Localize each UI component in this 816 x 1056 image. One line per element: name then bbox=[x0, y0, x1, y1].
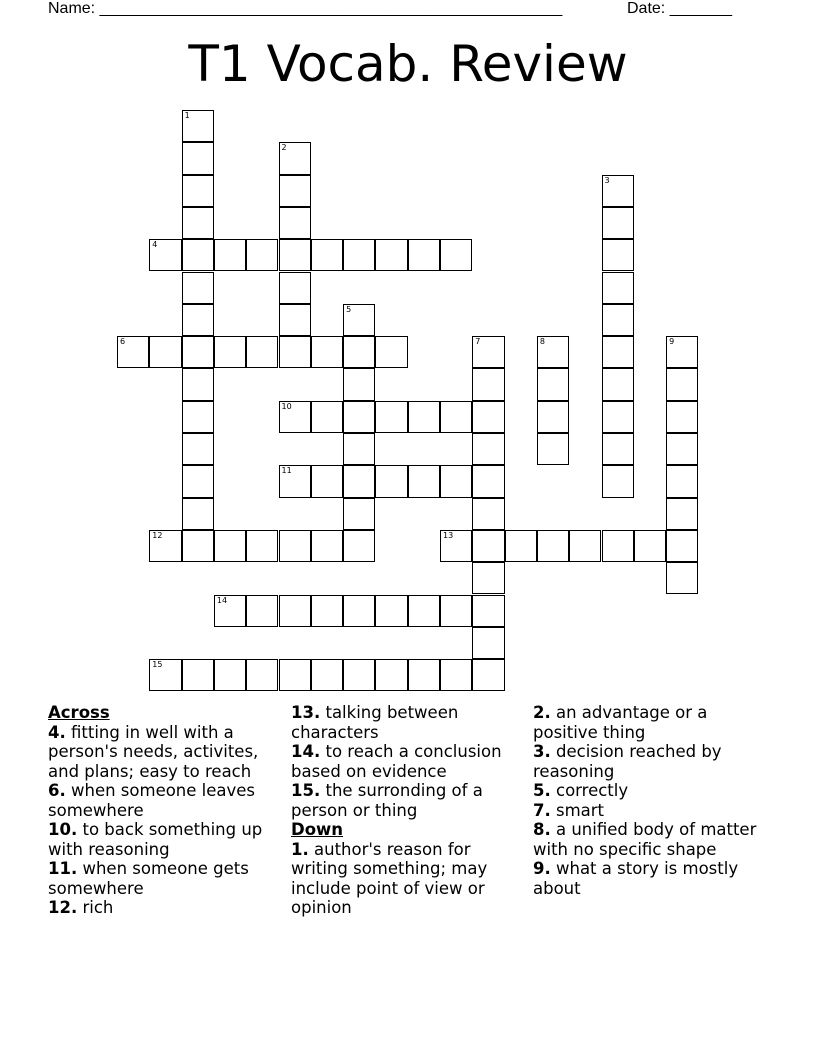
grid-cell[interactable] bbox=[440, 401, 472, 433]
grid-cell[interactable] bbox=[343, 659, 375, 691]
clue-number: 6 bbox=[120, 337, 126, 347]
grid-cell[interactable] bbox=[182, 207, 214, 239]
grid-cell[interactable] bbox=[408, 659, 440, 691]
grid-cell[interactable] bbox=[569, 530, 601, 562]
grid-cell[interactable] bbox=[343, 368, 375, 400]
grid-cell[interactable] bbox=[472, 627, 504, 659]
grid-cell[interactable] bbox=[472, 659, 504, 691]
across-clue: 4. fitting in well with a person's needs, activites, and plans; easy to reach bbox=[48, 722, 259, 781]
grid-cell[interactable] bbox=[602, 175, 634, 207]
grid-cell[interactable] bbox=[472, 401, 504, 433]
across-clue: 13. talking between characters bbox=[291, 703, 459, 742]
grid-cell[interactable] bbox=[343, 401, 375, 433]
clue-number-label: 12. bbox=[48, 898, 78, 917]
grid-cell[interactable] bbox=[602, 304, 634, 336]
clue-number: 8 bbox=[539, 337, 545, 347]
across-heading: Across bbox=[48, 703, 110, 722]
grid-cell[interactable] bbox=[182, 498, 214, 530]
across-clue: 6. when someone leaves somewhere bbox=[48, 781, 256, 820]
grid-cell[interactable] bbox=[279, 465, 311, 497]
grid-cell[interactable] bbox=[440, 239, 472, 271]
grid-cell[interactable] bbox=[408, 595, 440, 627]
down-clue-list bbox=[291, 840, 523, 918]
grid-cell[interactable] bbox=[472, 530, 504, 562]
across-clue: 11. when someone gets somewhere bbox=[48, 859, 249, 898]
grid-cell[interactable] bbox=[408, 401, 440, 433]
clue-number-label: 11. bbox=[48, 859, 78, 878]
grid-cell[interactable] bbox=[214, 239, 246, 271]
grid-cell[interactable] bbox=[182, 433, 214, 465]
down-clue: 3. decision reached by reasoning bbox=[533, 742, 722, 781]
grid-cell[interactable] bbox=[343, 498, 375, 530]
clue-number: 14 bbox=[216, 595, 228, 605]
grid-cell[interactable] bbox=[505, 530, 537, 562]
grid-cell[interactable] bbox=[602, 336, 634, 368]
clue-number-label: 3. bbox=[533, 742, 551, 761]
grid-cell[interactable] bbox=[472, 465, 504, 497]
grid-cell[interactable] bbox=[408, 239, 440, 271]
grid-cell[interactable] bbox=[311, 659, 343, 691]
grid-cell[interactable] bbox=[279, 336, 311, 368]
grid-cell[interactable] bbox=[182, 401, 214, 433]
grid-cell[interactable] bbox=[537, 368, 569, 400]
across-clue: 12. rich bbox=[48, 898, 114, 917]
clues-column-2 bbox=[291, 703, 523, 918]
grid-cell[interactable] bbox=[440, 530, 472, 562]
grid-cell[interactable] bbox=[440, 595, 472, 627]
clue-number: 5 bbox=[346, 304, 352, 314]
grid-cell[interactable] bbox=[279, 304, 311, 336]
grid-cell[interactable] bbox=[182, 175, 214, 207]
grid-cell[interactable] bbox=[634, 530, 666, 562]
grid-cell[interactable] bbox=[279, 207, 311, 239]
grid-cell[interactable] bbox=[311, 595, 343, 627]
grid-cell[interactable] bbox=[537, 530, 569, 562]
page-title: T1 Vocab. Review bbox=[188, 35, 628, 93]
across-clue: 10. to back something up with reasoning bbox=[48, 820, 263, 859]
grid-cell[interactable] bbox=[214, 659, 246, 691]
grid-cell[interactable] bbox=[602, 368, 634, 400]
grid-cell[interactable] bbox=[343, 465, 375, 497]
grid-cell[interactable] bbox=[537, 401, 569, 433]
grid-cell[interactable] bbox=[472, 433, 504, 465]
clue-number-label: 10. bbox=[48, 820, 78, 839]
down-clue: 8. a unified body of matter with no specific shape bbox=[533, 820, 757, 859]
clues-column-3 bbox=[533, 703, 765, 898]
grid-cell[interactable] bbox=[279, 239, 311, 271]
grid-cell[interactable] bbox=[375, 239, 407, 271]
grid-cell[interactable] bbox=[279, 142, 311, 174]
grid-cell[interactable] bbox=[666, 401, 698, 433]
clue-number: 4 bbox=[152, 240, 158, 250]
across-clue-list bbox=[48, 723, 280, 918]
grid-cell[interactable] bbox=[375, 595, 407, 627]
grid-cell[interactable] bbox=[343, 336, 375, 368]
clue-number-label: 7. bbox=[533, 800, 551, 820]
clue-number-label: 9. bbox=[533, 859, 551, 878]
grid-cell[interactable] bbox=[375, 465, 407, 497]
grid-cell[interactable] bbox=[149, 239, 181, 271]
down-clue-list-continued bbox=[533, 703, 765, 898]
grid-cell[interactable] bbox=[279, 272, 311, 304]
grid-cell[interactable] bbox=[182, 110, 214, 142]
grid-cell[interactable] bbox=[279, 401, 311, 433]
grid-cell[interactable] bbox=[537, 336, 569, 368]
clue-number: 2 bbox=[281, 143, 287, 153]
grid-cell[interactable] bbox=[602, 272, 634, 304]
grid-cell[interactable] bbox=[279, 595, 311, 627]
clue-number-label: 8. bbox=[533, 820, 551, 839]
clue-number: 9 bbox=[669, 337, 675, 347]
grid-cell[interactable] bbox=[182, 336, 214, 368]
clue-number: 11 bbox=[281, 466, 292, 476]
grid-cell[interactable] bbox=[602, 239, 634, 271]
grid-cell[interactable] bbox=[343, 304, 375, 336]
grid-cell[interactable] bbox=[182, 368, 214, 400]
grid-cell[interactable] bbox=[408, 465, 440, 497]
clue-number: 1 bbox=[184, 111, 190, 120]
grid-cell[interactable] bbox=[666, 433, 698, 465]
clue-number-label: 14. bbox=[291, 742, 321, 761]
clue-number: 13 bbox=[443, 530, 454, 540]
grid-cell[interactable] bbox=[182, 304, 214, 336]
grid-cell[interactable] bbox=[246, 336, 278, 368]
down-clue: 7. smart bbox=[533, 800, 605, 820]
grid-cell[interactable] bbox=[602, 401, 634, 433]
grid-cell[interactable] bbox=[472, 368, 504, 400]
grid-cell[interactable] bbox=[440, 659, 472, 691]
clue-number: 15 bbox=[152, 660, 163, 670]
clue-number: 12 bbox=[152, 530, 163, 540]
grid-cell[interactable] bbox=[602, 530, 634, 562]
date-field[interactable]: Date: _______ bbox=[627, 0, 732, 17]
grid-cell[interactable] bbox=[246, 530, 278, 562]
grid-cell[interactable] bbox=[214, 336, 246, 368]
grid-cell[interactable] bbox=[182, 465, 214, 497]
down-clue: 2. an advantage or a positive thing bbox=[533, 703, 708, 742]
clues-column-1 bbox=[48, 703, 280, 918]
grid-cell[interactable] bbox=[246, 239, 278, 271]
grid-cell[interactable] bbox=[472, 336, 504, 368]
clue-number-label: 4. bbox=[48, 722, 66, 742]
grid-cell[interactable] bbox=[666, 562, 698, 594]
clue-number-label: 13. bbox=[291, 703, 321, 722]
grid-cell[interactable] bbox=[472, 498, 504, 530]
clue-number-label: 2. bbox=[533, 703, 551, 722]
clue-number: 10 bbox=[281, 401, 292, 411]
grid-cell[interactable] bbox=[666, 465, 698, 497]
grid-cell[interactable] bbox=[602, 465, 634, 497]
grid-cell[interactable] bbox=[182, 142, 214, 174]
grid-cell[interactable] bbox=[602, 433, 634, 465]
grid-cell[interactable] bbox=[246, 595, 278, 627]
grid-cell[interactable] bbox=[311, 336, 343, 368]
grid-cell[interactable] bbox=[311, 465, 343, 497]
grid-cell[interactable] bbox=[214, 530, 246, 562]
grid-cell[interactable] bbox=[343, 595, 375, 627]
grid-cell[interactable] bbox=[472, 562, 504, 594]
name-field[interactable]: Name: ____________________________________________________ bbox=[48, 0, 563, 17]
grid-cell[interactable] bbox=[375, 336, 407, 368]
grid-cell[interactable] bbox=[214, 595, 246, 627]
grid-cell[interactable] bbox=[472, 595, 504, 627]
down-heading: Down bbox=[291, 820, 344, 839]
grid-cell[interactable] bbox=[666, 368, 698, 400]
grid-cell[interactable] bbox=[666, 336, 698, 368]
grid-cell[interactable] bbox=[311, 401, 343, 433]
grid-cell[interactable] bbox=[440, 465, 472, 497]
clue-number-label: 5. bbox=[533, 781, 551, 800]
grid-cell[interactable] bbox=[182, 530, 214, 562]
grid-cell[interactable] bbox=[602, 207, 634, 239]
grid-cell[interactable] bbox=[117, 336, 149, 368]
grid-cell[interactable] bbox=[182, 239, 214, 271]
grid-cell[interactable] bbox=[343, 530, 375, 562]
grid-cell[interactable] bbox=[666, 530, 698, 562]
across-clue: 15. the surronding of a person or thing bbox=[291, 781, 483, 820]
grid-cell[interactable] bbox=[182, 659, 214, 691]
grid-cell[interactable] bbox=[279, 659, 311, 691]
grid-cell[interactable] bbox=[666, 498, 698, 530]
grid-cell[interactable] bbox=[279, 530, 311, 562]
grid-cell[interactable] bbox=[375, 659, 407, 691]
grid-cell[interactable] bbox=[182, 272, 214, 304]
clue-number-label: 1. bbox=[291, 839, 309, 859]
grid-cell[interactable] bbox=[149, 336, 181, 368]
down-clue: 5. correctly bbox=[533, 781, 629, 800]
down-clue: 1. author's reason for writing something; may include point of view or opinion bbox=[291, 839, 488, 917]
grid-cell[interactable] bbox=[149, 530, 181, 562]
down-clue: 9. what a story is mostly about bbox=[533, 859, 739, 898]
grid-cell[interactable] bbox=[246, 659, 278, 691]
across-clue-list-continued bbox=[291, 703, 523, 820]
grid-cell[interactable] bbox=[375, 401, 407, 433]
clue-number-label: 15. bbox=[291, 781, 321, 800]
grid-cell[interactable] bbox=[311, 530, 343, 562]
across-clue: 14. to reach a conclusion based on evidence bbox=[291, 742, 502, 781]
clue-number: 3 bbox=[604, 175, 610, 185]
grid-cell[interactable] bbox=[149, 659, 181, 691]
grid-cell[interactable] bbox=[343, 433, 375, 465]
grid-cell[interactable] bbox=[537, 433, 569, 465]
clue-number: 7 bbox=[475, 337, 481, 347]
grid-cell[interactable] bbox=[311, 239, 343, 271]
grid-cell[interactable] bbox=[279, 175, 311, 207]
clue-number-label: 6. bbox=[48, 781, 66, 800]
grid-cell[interactable] bbox=[343, 239, 375, 271]
